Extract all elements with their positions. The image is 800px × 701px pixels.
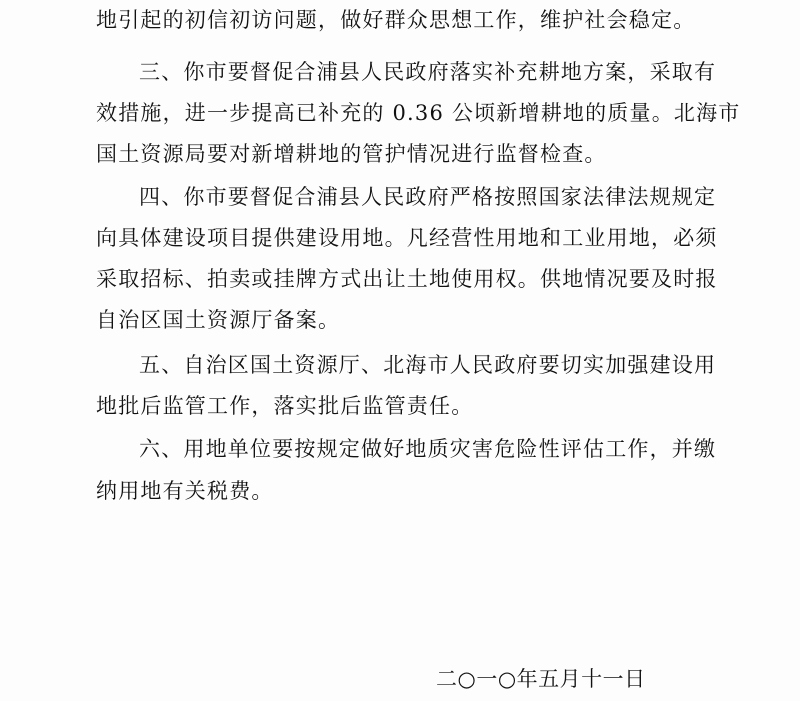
text-line-5: 四、你市要督促合浦县人民政府严格按照国家法律法规规定 (139, 185, 717, 209)
text-line-10: 地批后监管工作，落实批后监管责任。 (96, 394, 474, 418)
text-line-1: 地引起的初信初访问题，做好群众思想工作，维护社会稳定。 (96, 8, 696, 32)
text-line-8: 自治区国土资源厅备案。 (96, 308, 341, 332)
text-line-4: 国土资源局要对新增耕地的管护情况进行监督检查。 (96, 142, 607, 166)
text-line-7: 采取招标、拍卖或挂牌方式出让土地使用权。供地情况要及时报 (96, 267, 718, 291)
document-date: 二○一○年五月十一日 (436, 667, 646, 691)
text-line-12: 纳用地有关税费。 (96, 479, 274, 503)
text-line-11: 六、用地单位要按规定做好地质灾害危险性评估工作，并缴 (139, 437, 717, 461)
text-line-2: 三、你市要督促合浦县人民政府落实补充耕地方案，采取有 (139, 60, 717, 84)
text-line-3: 效措施，进一步提高已补充的 0.36 公顷新增耕地的质量。北海市 (96, 101, 741, 125)
text-line-6: 向具体建设项目提供建设用地。凡经营性用地和工业用地，必须 (96, 226, 718, 250)
text-line-9: 五、自治区国土资源厅、北海市人民政府要切实加强建设用 (139, 353, 717, 377)
